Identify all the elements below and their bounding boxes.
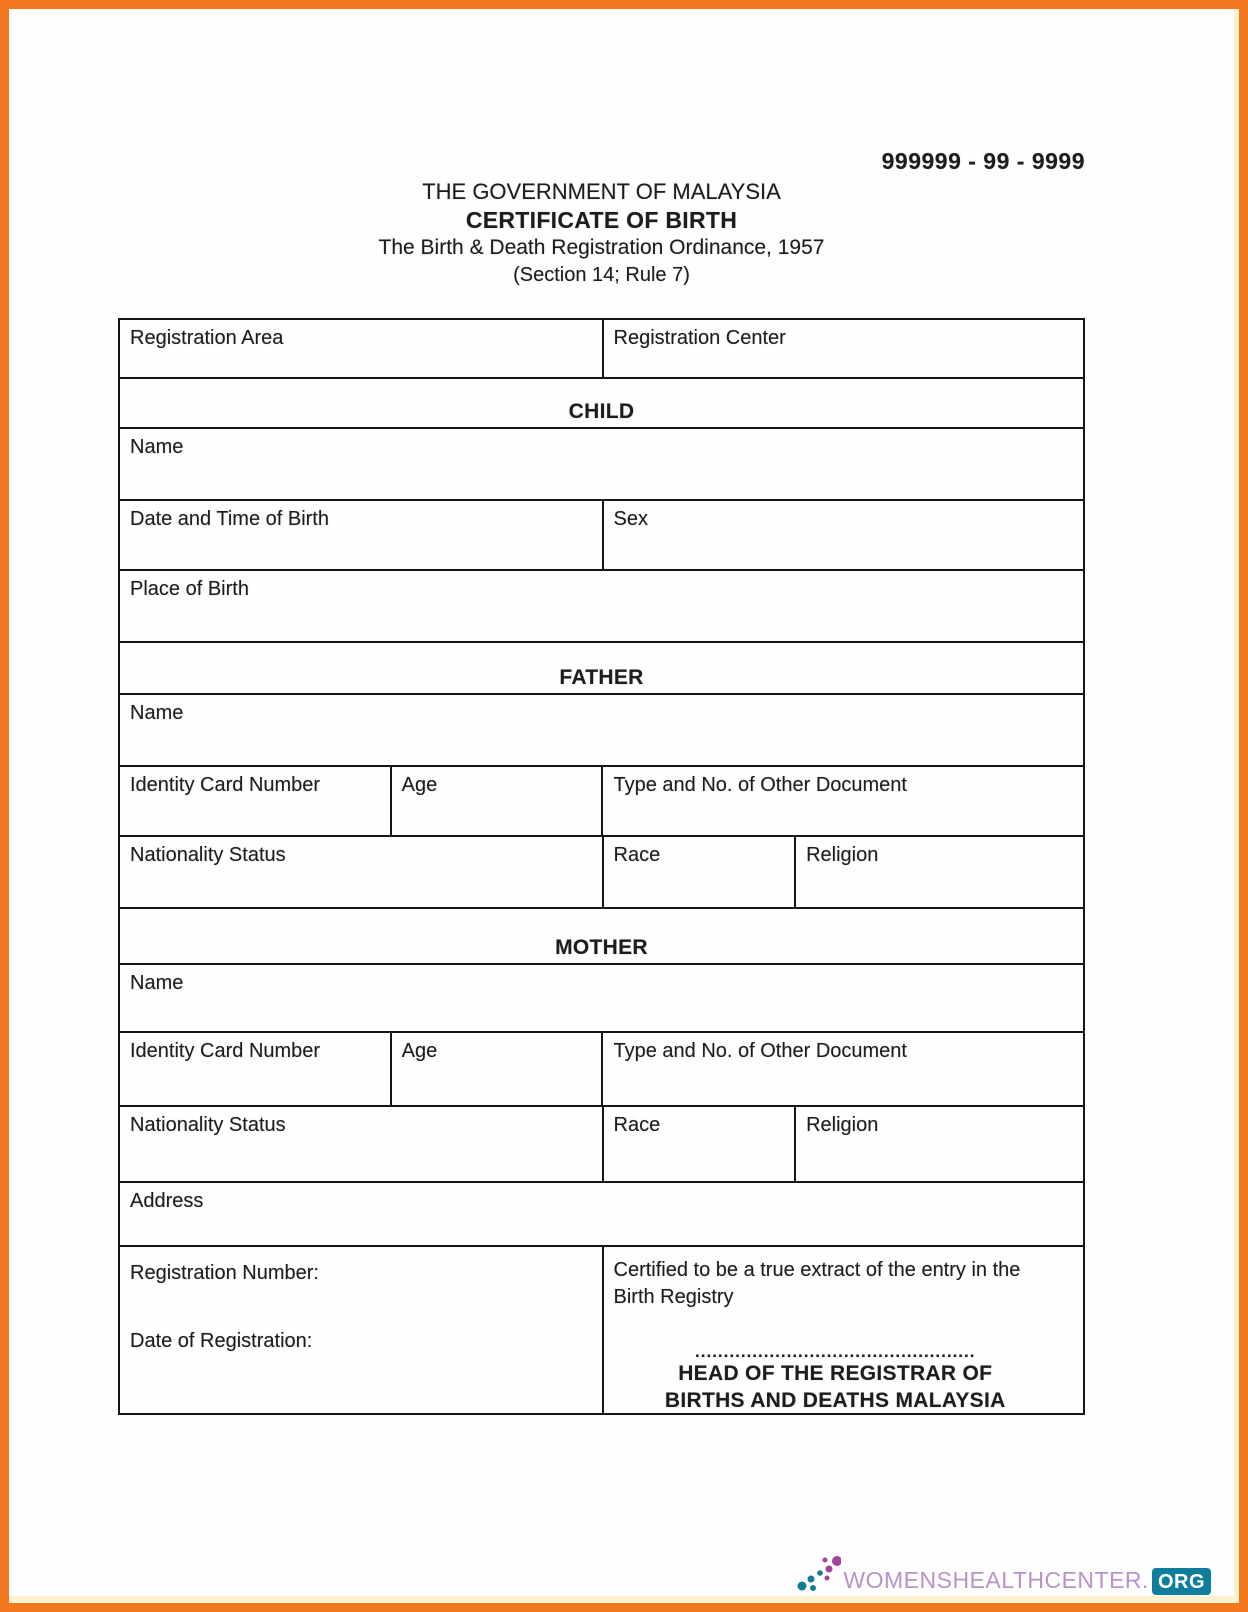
field-father-identity-card-number: Identity Card Number xyxy=(130,774,321,796)
signatory-title-line1: HEAD OF THE REGISTRAR OF xyxy=(678,1362,993,1385)
field-mother-race: Race xyxy=(602,1107,795,1181)
field-father-religion: Religion xyxy=(794,837,1083,907)
field-father-age: Age xyxy=(390,767,602,835)
row-child-birth xyxy=(120,499,1083,569)
field-child-name: Name xyxy=(130,436,184,458)
field-father-race: Race xyxy=(602,837,795,907)
row-mother-heading xyxy=(120,907,1083,963)
section-heading-mother: MOTHER xyxy=(555,936,648,959)
field-mother-nationality-status: Nationality Status xyxy=(130,1114,286,1136)
row-certification xyxy=(120,1245,1083,1413)
government-title: THE GOVERNMENT OF MALAYSIA xyxy=(422,179,781,204)
watermark-site-name: WOMENSHEALTHCENTER. xyxy=(843,1567,1149,1593)
field-mother-other-document: Type and No. of Other Document xyxy=(601,1033,1083,1105)
row-father-identity xyxy=(120,765,1083,835)
watermark-tld-badge: ORG xyxy=(1152,1568,1211,1595)
field-father-other-document: Type and No. of Other Document xyxy=(601,767,1083,835)
row-child-place-of-birth xyxy=(120,569,1083,641)
field-registration-center: Registration Center xyxy=(602,320,1084,377)
certified-statement: Certified to be a true extract of the entry in the Birth Registry xyxy=(613,1259,1021,1308)
field-registration-number: Registration Number: xyxy=(130,1262,319,1284)
row-address xyxy=(120,1181,1083,1245)
row-father-name xyxy=(120,693,1083,765)
section-heading-father: FATHER xyxy=(559,666,644,689)
row-child-name xyxy=(120,427,1083,499)
certificate-serial-number: 999999 - 99 - 9999 xyxy=(881,148,1085,174)
field-mother-religion: Religion xyxy=(794,1107,1083,1181)
row-mother-nationality xyxy=(120,1105,1083,1181)
field-child-date-time-of-birth: Date and Time of Birth xyxy=(130,508,329,530)
field-mother-identity-card-number: Identity Card Number xyxy=(130,1040,321,1062)
field-date-of-registration: Date of Registration: xyxy=(130,1330,313,1352)
field-registration-area: Registration Area xyxy=(130,327,284,349)
row-mother-identity xyxy=(120,1031,1083,1105)
signatory-title-line2: BIRTHS AND DEATHS MALAYSIA xyxy=(664,1389,1006,1413)
registration-details-cell xyxy=(120,1247,602,1413)
certificate-title: CERTIFICATE OF BIRTH xyxy=(465,207,738,233)
signature-block xyxy=(614,1343,1058,1415)
field-mother-name: Name xyxy=(130,972,184,994)
field-father-name: Name xyxy=(130,702,184,724)
logo-dots-icon xyxy=(789,1543,841,1595)
row-registration xyxy=(120,320,1083,377)
section-rule-subtitle: (Section 14; Rule 7) xyxy=(513,264,690,286)
section-heading-child: CHILD xyxy=(568,400,635,423)
row-father-nationality xyxy=(120,835,1083,907)
certification-cell xyxy=(602,1247,1084,1413)
row-mother-name xyxy=(120,963,1083,1031)
watermark xyxy=(789,1543,1211,1595)
field-address: Address xyxy=(130,1190,204,1212)
field-father-nationality-status: Nationality Status xyxy=(130,844,286,866)
row-father-heading xyxy=(120,641,1083,693)
field-child-place-of-birth: Place of Birth xyxy=(130,578,249,600)
signature-dotted-line: ................................................. xyxy=(695,1343,976,1360)
field-child-sex: Sex xyxy=(602,501,1084,569)
field-mother-age: Age xyxy=(390,1033,602,1105)
certificate-form-table xyxy=(118,318,1085,1415)
ordinance-subtitle: The Birth & Death Registration Ordinance, 1957 xyxy=(378,236,825,259)
row-child-heading xyxy=(120,377,1083,427)
